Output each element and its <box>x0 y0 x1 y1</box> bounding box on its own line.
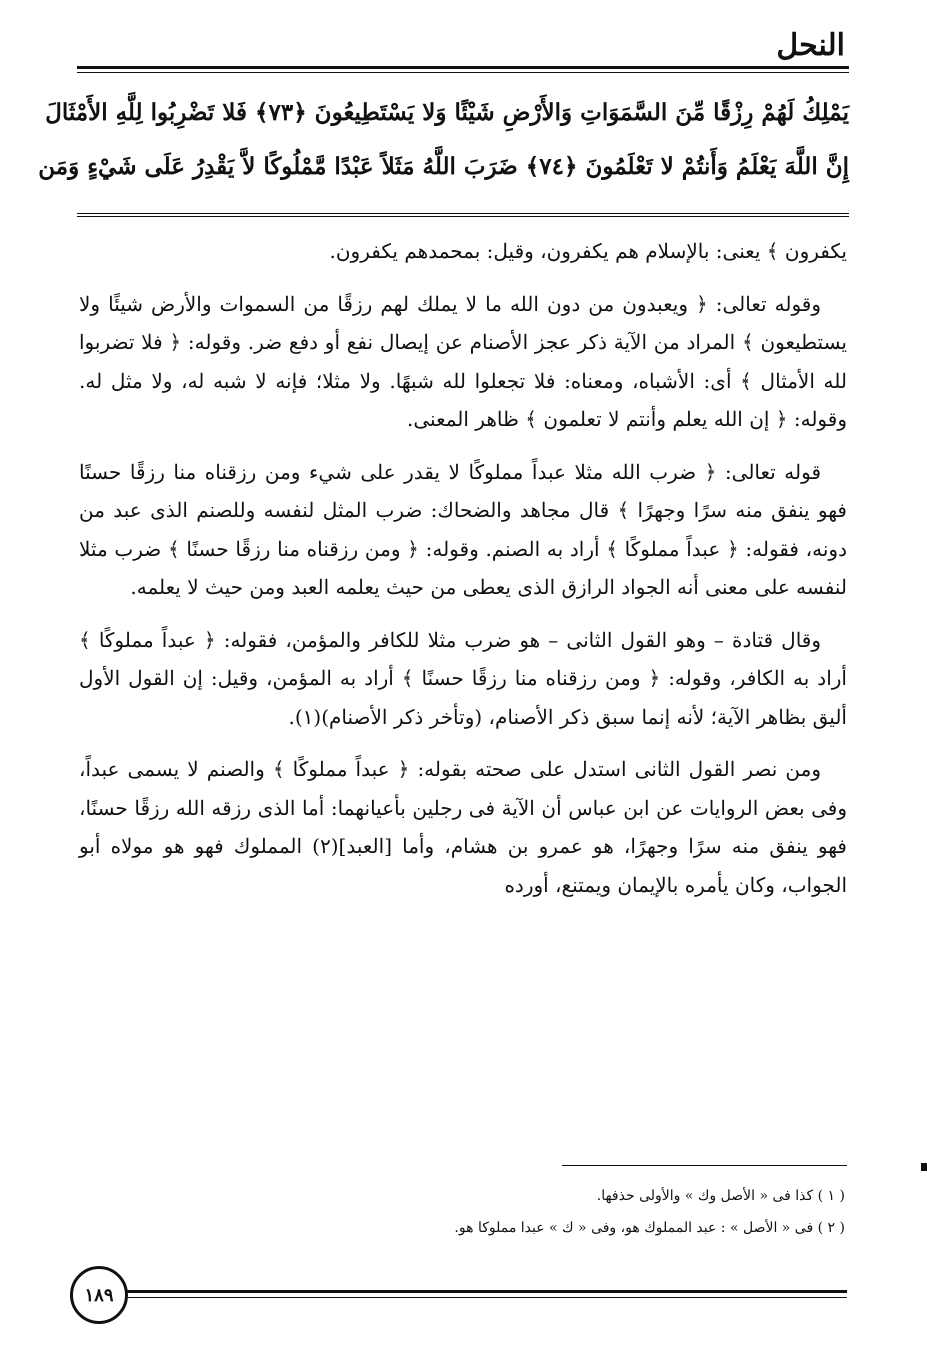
footnote-rule <box>562 1165 847 1166</box>
footnote: ( ٢ ) فى « الأصل » : عبد المملوك هو، وفى « ك » عبدا مملوكا هو. <box>454 1220 845 1236</box>
edge-mark <box>921 1163 927 1171</box>
commentary-paragraph: وقال قتادة – وهو القول الثانى – هو ضرب مثلا للكافر والمؤمن، فقوله: ﴿ عبداً مملوكًا ﴾ أراد به الكافر، وقوله: ﴿ ومن رزقناه منا رزقًا حسنًا ﴾ أراد به المؤمن، وقيل: إن القول الأول أليق بظاهر الآية؛ لأنه إنما سبق ذكر الأصنام، (وتأخر ذكر الأصنام)(١). <box>79 627 847 729</box>
commentary-paragraph: قوله تعالى: ﴿ ضرب الله مثلا عبداً مملوكًا لا يقدر على شيء ومن رزقناه منا رزقًا حسنًا فهو ينفق منه سرًا وجهرًا ﴾ قال مجاهد والضحاك: ضرب المثل لنفسه وللصنم الذى عبد من دونه، فقوله: ﴿ عبداً مملوكًا ﴾ أراد به الصنم. وقوله: ﴿ ومن رزقناه منا رزقًا حسنًا ﴾ ضرب مثلا لنفسه على معنى أنه الجواد الرازق الذى يعطى من حيث يعلمه العبد ومن حيث لا يعلمه. <box>79 459 847 599</box>
header-rule-thin <box>77 72 849 73</box>
verses-divider <box>77 213 849 214</box>
commentary-paragraph: ومن نصر القول الثانى استدل على صحته بقوله: ﴿ عبداً مملوكًا ﴾ والصنم لا يسمى عبداً، وفى بعض الروايات عن ابن عباس أن الآية فى رجلين بأعيانهما: أما الذى رزقه الله رزقًا حسنًا، فهو ينفق منه سرًا وجهرًا، هو عمرو بن هشام، وأما [العبد](٢) المملوك فهو هو مولاه أبو الجواب، وكان يأمره بالإيمان ويمتنع، أورده <box>79 757 847 897</box>
footer-rule-thin <box>125 1297 847 1298</box>
verse-line: إِنَّ اللَّهَ يَعْلَمُ وَأَنتُمْ لا تَعْلَمُونَ ﴿٧٤﴾ ضَرَبَ اللَّهُ مَثَلاً عَبْدًا مَّمْلُوكًا لاَّ يَقْدِرُ عَلَى شَيْءٍ وَمَن <box>38 153 849 180</box>
footnotes <box>85 1180 845 1244</box>
footnote: ( ١ ) كذا فى « الأصل وك » والأولى حذفها. <box>596 1188 845 1204</box>
verses-divider-second <box>77 216 849 217</box>
surah-title: النحل <box>776 28 845 63</box>
commentary-paragraph: وقوله تعالى: ﴿ ويعبدون من دون الله ما لا يملك لهم رزقًا من السموات والأرض شيئًا ولا يستطيعون ﴾ المراد من الآية ذكر عجز الأصنام عن إيصال نفع أو دفع ضر. وقوله: ﴿ فلا تضربوا لله الأمثال ﴾ أى: الأشباه، ومعناه: فلا تجعلوا لله شبهًا. ولا مثلا؛ فإنه لا شبه له، ولا مثل له. وقوله: ﴿ إن الله يعلم وأنتم لا تعلمون ﴾ ظاهر المعنى. <box>79 291 847 431</box>
commentary-body <box>79 232 847 918</box>
verse-line: يَمْلِكُ لَهُمْ رِزْقًا مِّنَ السَّمَوَاتِ وَالأَرْضِ شَيْئًا وَلا يَسْتَطِيعُونَ ﴿٧٣﴾ فَلا تَضْرِبُوا لِلَّهِ الأَمْثَالَ <box>45 99 849 126</box>
footer-rule-thick <box>125 1290 847 1293</box>
commentary-paragraph: يكفرون ﴾ يعنى: بالإسلام هم يكفرون، وقيل: بمحمدهم يكفرون. <box>329 239 847 263</box>
header-rule-thick <box>77 66 849 69</box>
quran-verses <box>38 86 849 194</box>
page-number: ١٨٩ <box>70 1266 128 1324</box>
